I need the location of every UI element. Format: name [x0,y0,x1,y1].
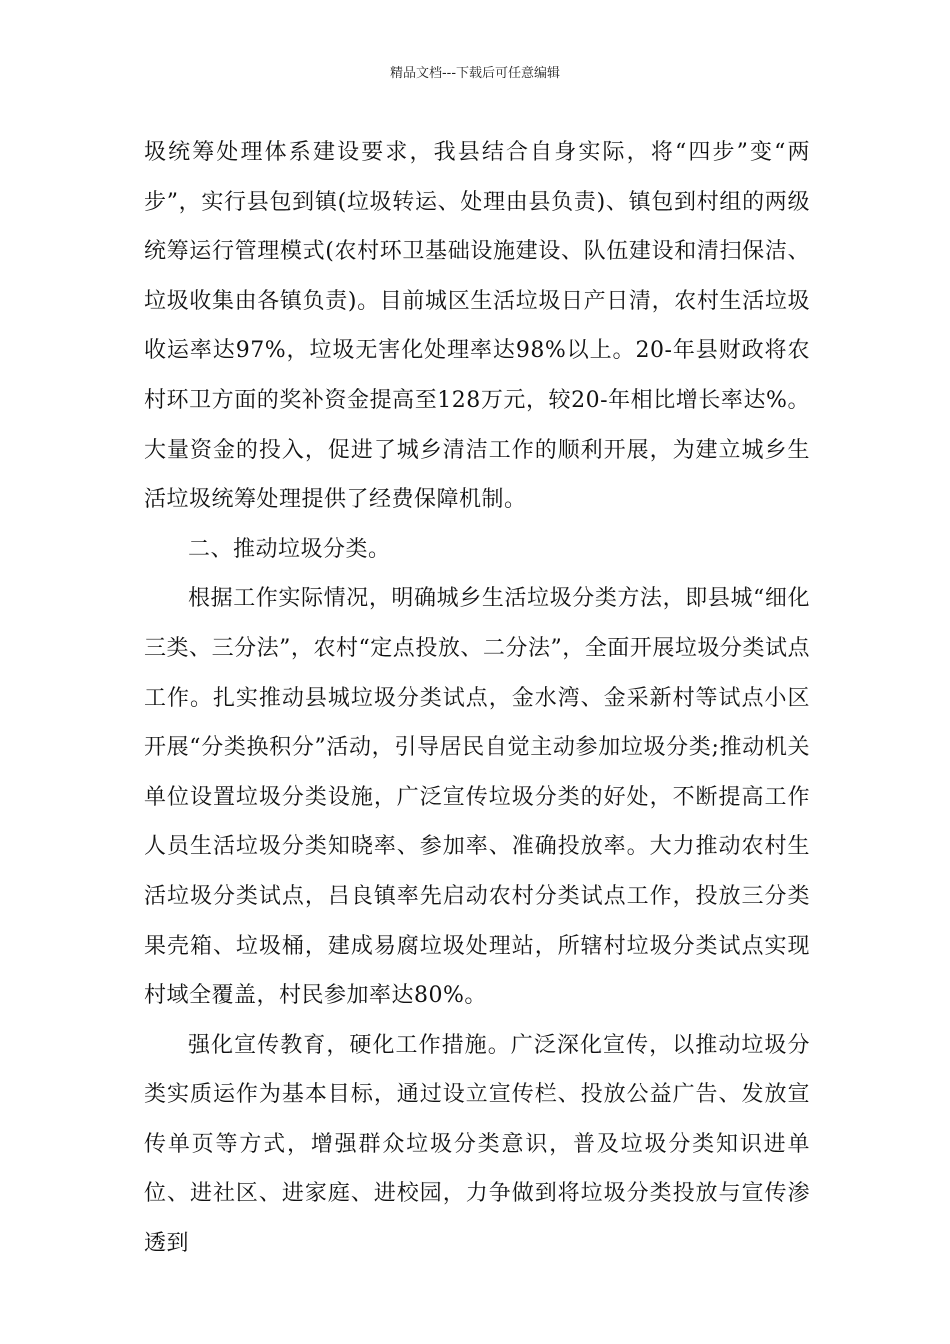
paragraph-2: 根据工作实际情况，明确城乡生活垃圾分类方法，即县城“细化三类、三分法”，农村“定点投放、二分法”，全面开展垃圾分类试点工作。扎实推动县城垃圾分类试点，金水湾、金采新村等试点小区开展“分类换积分”活动，引导居民自觉主动参加垃圾分类;推动机关单位设置垃圾分类设施，广泛宣传垃圾分类的好处，不断提高工作人员生活垃圾分类知晓率、参加率、准确投放率。大力推动农村生活垃圾分类试点，吕良镇率先启动农村分类试点工作，投放三分类果壳箱、垃圾桶，建成易腐垃圾处理站，所辖村垃圾分类试点实现村域全覆盖，村民参加率达80%。 [144,586,810,1009]
document-body [144,128,810,1269]
page-header: 精品文档---下载后可任意编辑 [389,66,561,81]
section-heading: 二、推动垃圾分类。 [188,536,391,562]
paragraph-3: 强化宣传教育，硬化工作措施。广泛深化宣传，以推动垃圾分类实质运作为基本目标，通过设立宣传栏、投放公益广告、发放宣传单页等方式，增强群众垃圾分类意识，普及垃圾分类知识进单位、进社区、进家庭、进校园，力争做到将垃圾分类投放与宣传渗透到 [144,1032,810,1257]
paragraph-1: 圾统筹处理体系建设要求，我县结合自身实际，将“四步”变“两步”，实行县包到镇(垃圾转运、处理由县负责)、镇包到村组的两级统筹运行管理模式(农村环卫基础设施建设、队伍建设和清扫保洁、垃圾收集由各镇负责)。目前城区生活垃圾日产日清，农村生活垃圾收运率达97%，垃圾无害化处理率达98%以上。20-年县财政将农村环卫方面的奖补资金提高至128万元，较20-年相比增长率达%。大量资金的投入，促进了城乡清洁工作的顺利开展，为建立城乡生活垃圾统筹处理提供了经费保障机制。 [144,140,810,513]
